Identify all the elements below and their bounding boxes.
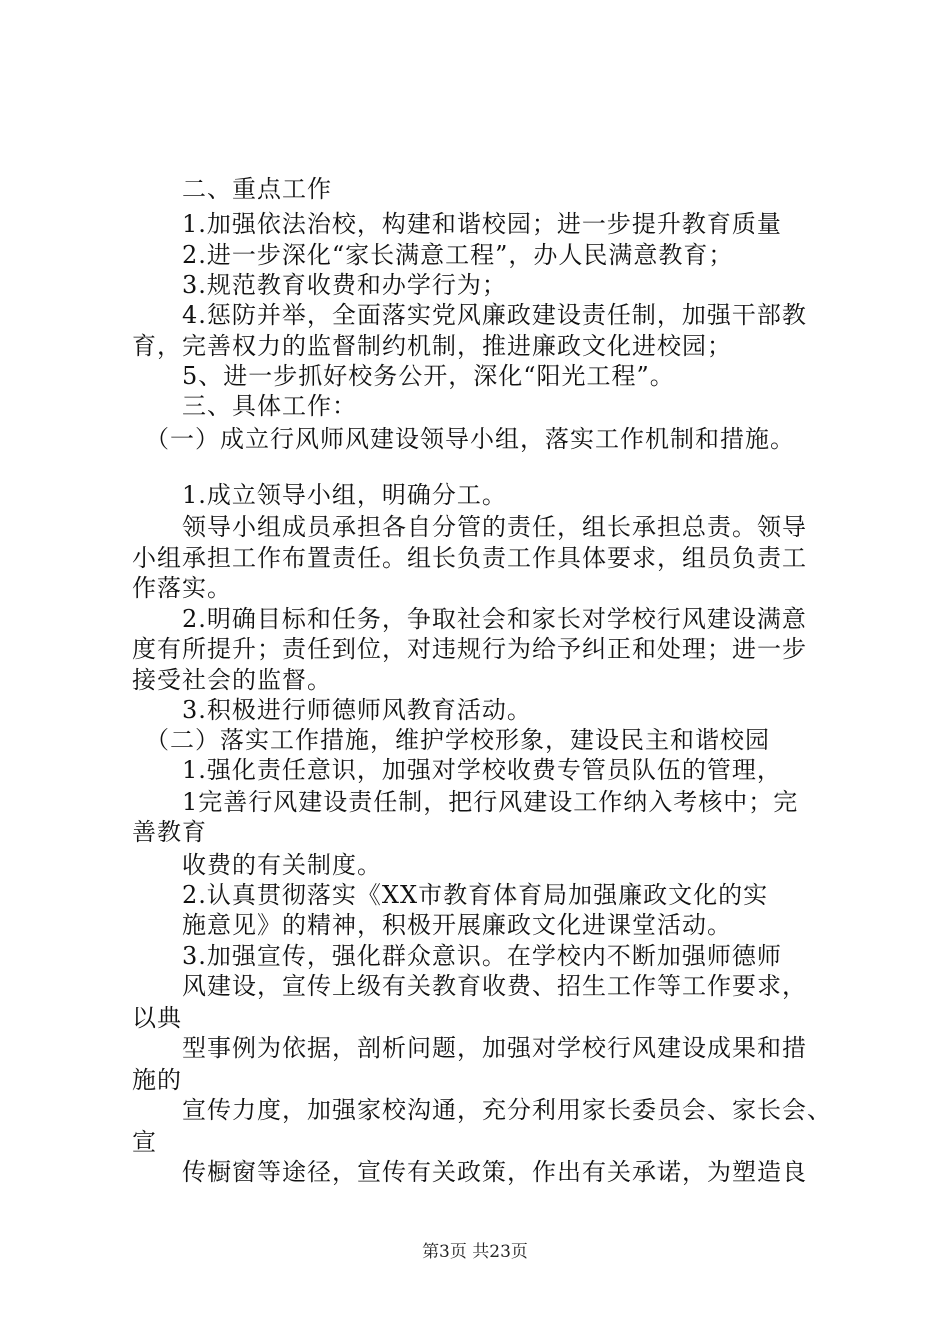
text-line: 2.进一步深化“家长满意工程”，办人民满意教育； (132, 241, 734, 269)
text-line: 4.惩防并举，全面落实党风廉政建设责任制，加强干部教 (132, 301, 807, 329)
text-line: 收费的有关制度。 (132, 851, 382, 879)
text-line: 2.认真贯彻落实《XX市教育体育局加强廉政文化的实 (132, 881, 769, 909)
subsection-heading-2: （二）落实工作措施，维护学校形象，建设民主和谐校园 (132, 726, 770, 754)
text-line: 育，完善权力的监督制约机制，推进廉政文化进校园； (132, 332, 732, 360)
text-line: 接受社会的监督。 (132, 666, 332, 694)
section-heading-key-work: 二、重点工作 (132, 175, 332, 203)
text-line: 1完善行风建设责任制，把行风建设工作纳入考核中；完 (132, 788, 799, 816)
text-line: 小组承担工作布置责任。组长负责工作具体要求，组员负责工 (132, 544, 807, 572)
page-footer: 第3页 共23页 (422, 1242, 528, 1262)
text-line: 3.加强宣传，强化群众意识。在学校内不断加强师德师 (132, 942, 782, 970)
text-line: 领导小组成员承担各自分管的责任，组长承担总责。领导 (132, 513, 807, 541)
text-line: 施的 (132, 1066, 182, 1094)
text-line: 2.明确目标和任务，争取社会和家长对学校行风建设满意 (132, 605, 807, 633)
text-line: 1.成立领导小组，明确分工。 (132, 481, 507, 509)
text-line: 风建设，宣传上级有关教育收费、招生工作等工作要求， (132, 972, 807, 1000)
text-line: 宣 (132, 1128, 157, 1156)
text-line: 3.规范教育收费和办学行为； (132, 271, 507, 299)
subsection-heading-1: （一）成立行风师风建设领导小组，落实工作机制和措施。 (132, 425, 795, 453)
text-line: 传橱窗等途径，宣传有关政策，作出有关承诺，为塑造良 (132, 1158, 807, 1186)
text-line: 施意见》的精神，积极开展廉政文化进课堂活动。 (132, 911, 732, 939)
text-line: 1.加强依法治校，构建和谐校园；进一步提升教育质量 (132, 210, 782, 238)
text-line: 作落实。 (132, 574, 232, 602)
text-line: 型事例为依据，剖析问题，加强对学校行风建设成果和措 (132, 1034, 807, 1062)
text-line: 度有所提升；责任到位，对违规行为给予纠正和处理；进一步 (132, 635, 807, 663)
text-line: 宣传力度，加强家校沟通，充分利用家长委员会、家长会、 (132, 1096, 832, 1124)
text-line: 1.强化责任意识，加强对学校收费专管员队伍的管理， (132, 756, 782, 784)
text-line: 3.积极进行师德师风教育活动。 (132, 696, 532, 724)
text-line: 5、进一步抓好校务公开，深化“阳光工程”。 (132, 362, 675, 390)
section-heading-specific-work: 三、具体工作： (132, 392, 357, 420)
text-line: 以典 (132, 1004, 182, 1032)
text-line: 善教育 (132, 818, 207, 846)
